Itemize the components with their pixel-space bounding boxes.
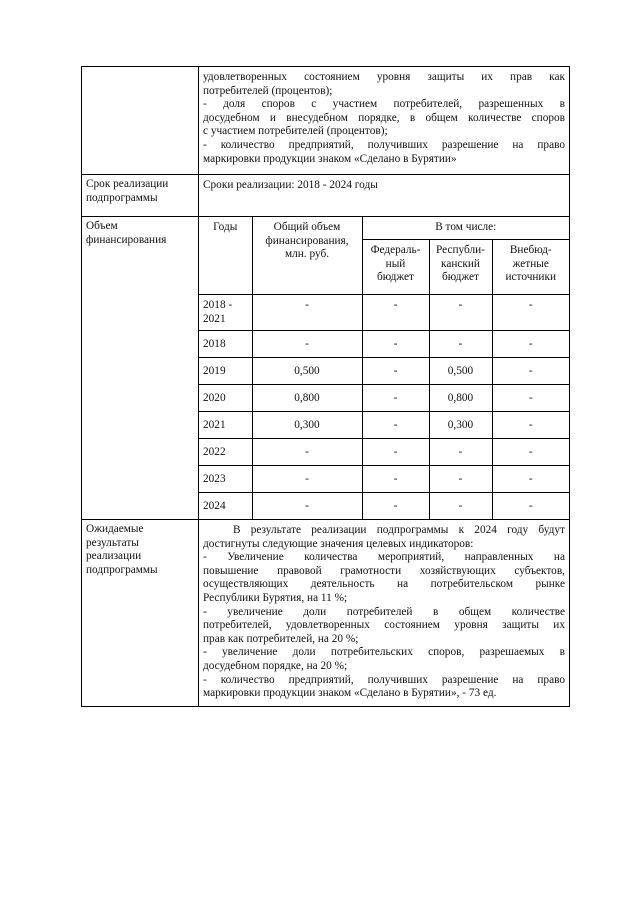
republic-cell — [429, 412, 492, 439]
total-header-line: млн. руб. — [284, 248, 330, 261]
republic-header — [429, 240, 492, 295]
results-label-line: подпрограммы — [86, 563, 158, 576]
total-value: 0,500 — [294, 365, 320, 377]
period-label-cell — [82, 175, 199, 217]
indicator-line: потребителей (процентов); — [203, 84, 333, 97]
total-value: - — [305, 299, 309, 311]
financing-table — [199, 217, 569, 519]
results-line: маркировки продукции знаком «Сделано в Бурятии», - 73 ед. — [203, 687, 497, 700]
financing-label-line: финансирования — [86, 233, 167, 246]
year-value: 2019 — [203, 365, 226, 377]
financing-header-row — [199, 217, 569, 240]
federal-value: - — [393, 500, 398, 512]
year-value: 2021 — [203, 419, 226, 431]
passport-table — [81, 66, 570, 707]
extra-value: - — [528, 473, 533, 485]
results-line: - количество предприятий, получивших разрешение на право — [203, 673, 565, 686]
results-label-line: результаты — [86, 536, 139, 549]
republic-value: - — [458, 338, 463, 350]
results-line: - увеличение доли потребителей в общем количестве — [203, 605, 565, 618]
indicator-line: маркировки продукции знаком «Сделано в Бурятии» — [203, 152, 457, 165]
period-label-line: Срок реализации — [86, 178, 169, 190]
total-cell — [252, 412, 362, 439]
results-line: - увеличение доли потребительских споров, разрешаемых в — [203, 646, 565, 659]
year-cell — [199, 466, 252, 493]
extra-cell — [492, 412, 569, 439]
extra-value: - — [528, 299, 533, 311]
results-line: достигнуты следующие значения целевых индикаторов: — [203, 537, 474, 550]
year-value: 2020 — [203, 392, 226, 404]
results-line: повышение правовой грамотности хозяйствующих субъектов, — [203, 564, 565, 577]
financing-year-row — [199, 295, 569, 331]
results-line: - Увеличение количества мероприятий, направленных на — [203, 551, 565, 564]
period-row — [82, 175, 570, 217]
financing-year-row — [199, 466, 569, 493]
federal-header-line: бюджет — [377, 271, 414, 284]
total-value: - — [305, 338, 309, 350]
financing-year-row — [199, 358, 569, 385]
republic-cell — [429, 439, 492, 466]
extra-header — [492, 240, 569, 295]
year-cell — [199, 412, 252, 439]
results-line: Республики Бурятия, на 11 %; — [203, 591, 348, 604]
federal-cell — [362, 412, 429, 439]
extra-header-line: источники — [505, 271, 557, 284]
results-line: потребителей, удовлетворенных состоянием уровня защиты их — [203, 619, 565, 632]
republic-value: 0,500 — [447, 365, 474, 377]
total-value: - — [305, 446, 309, 458]
extra-value: - — [528, 419, 533, 431]
period-value: Сроки реализации: 2018 - 2024 годы — [203, 179, 378, 191]
total-cell — [252, 331, 362, 358]
federal-value: - — [393, 338, 398, 350]
total-header-line: финансирования, — [265, 234, 349, 247]
indicators-label-cell — [82, 67, 199, 175]
federal-cell — [362, 331, 429, 358]
total-value: - — [305, 500, 309, 512]
total-cell — [252, 358, 362, 385]
results-line: прав как потребителей, на 20 %; — [203, 632, 359, 645]
extra-value: - — [528, 392, 533, 404]
indicator-line: - доля споров с участием потребителей, разрешенных в — [203, 98, 565, 111]
federal-value: - — [393, 365, 398, 377]
year-cell — [199, 493, 252, 520]
including-header — [362, 217, 569, 240]
indicator-line: удовлетворенных состоянием уровня защиты их прав как — [203, 71, 565, 83]
year-cell — [199, 295, 252, 331]
republic-header-line: Республи- — [436, 244, 485, 256]
year-value: 2023 — [203, 473, 226, 485]
total-header-line: Общий объем — [273, 221, 341, 233]
results-line: В результате реализации подпрограммы к 2024 году будут — [233, 524, 565, 536]
extra-value: - — [528, 365, 533, 377]
republic-cell — [429, 331, 492, 358]
republic-cell — [429, 358, 492, 385]
federal-header-line: Федераль- — [370, 244, 421, 256]
financing-year-row — [199, 412, 569, 439]
extra-cell — [492, 385, 569, 412]
extra-cell — [492, 331, 569, 358]
republic-cell — [429, 466, 492, 493]
indicator-line: с участием потребителей (процентов); — [203, 125, 388, 138]
extra-header-line: жетные — [512, 257, 549, 270]
indicators-text-cell — [199, 67, 570, 175]
years-header — [199, 217, 252, 295]
extra-value: - — [528, 338, 533, 350]
federal-header — [362, 240, 429, 295]
financing-year-row — [199, 385, 569, 412]
republic-cell — [429, 493, 492, 520]
year-value: 2018 - 2021 — [203, 299, 233, 325]
total-cell — [252, 439, 362, 466]
financing-year-row — [199, 493, 569, 520]
federal-value: - — [393, 446, 398, 458]
period-value-cell — [199, 175, 570, 217]
year-value: 2024 — [203, 500, 226, 512]
year-cell — [199, 439, 252, 466]
year-value: 2022 — [203, 446, 226, 458]
republic-cell — [429, 385, 492, 412]
extra-header-line: Внебюд- — [509, 244, 552, 256]
republic-header-line: канский — [441, 257, 480, 270]
federal-cell — [362, 358, 429, 385]
federal-value: - — [393, 473, 398, 485]
indicator-line: досудебном и внесудебном порядке, в общем количестве споров — [203, 111, 565, 124]
results-label-line: Ожидаемые — [86, 523, 144, 535]
republic-cell — [429, 295, 492, 331]
total-header — [252, 217, 362, 295]
period-label-line: подпрограммы — [86, 191, 158, 204]
extra-value: - — [528, 446, 533, 458]
republic-value: - — [458, 473, 463, 485]
year-cell — [199, 358, 252, 385]
total-value: 0,800 — [294, 392, 320, 404]
extra-cell — [492, 466, 569, 493]
years-header-text: Годы — [213, 221, 238, 233]
federal-header-line: ный — [385, 257, 406, 270]
republic-value: 0,800 — [447, 392, 474, 404]
total-cell — [252, 295, 362, 331]
total-cell — [252, 385, 362, 412]
federal-cell — [362, 439, 429, 466]
financing-table-cell — [199, 217, 570, 520]
federal-cell — [362, 385, 429, 412]
results-text-cell — [199, 520, 570, 707]
results-line: осуществляющих деятельность на потребительском рынке — [203, 578, 565, 591]
results-label-line: реализации — [86, 550, 142, 563]
extra-cell — [492, 439, 569, 466]
federal-value: - — [393, 299, 398, 311]
financing-row — [82, 217, 570, 520]
extra-cell — [492, 358, 569, 385]
financing-year-row — [199, 439, 569, 466]
federal-cell — [362, 295, 429, 331]
republic-value: - — [458, 299, 463, 311]
extra-cell — [492, 493, 569, 520]
financing-year-row — [199, 331, 569, 358]
federal-cell — [362, 466, 429, 493]
financing-label-line: Объем — [86, 220, 118, 232]
year-cell — [199, 385, 252, 412]
republic-value: 0,300 — [447, 419, 474, 431]
results-row — [82, 520, 570, 707]
year-value: 2018 — [203, 338, 226, 350]
federal-cell — [362, 493, 429, 520]
republic-value: - — [458, 500, 463, 512]
federal-value: - — [393, 392, 398, 404]
extra-value: - — [528, 500, 533, 512]
indicator-line: - количество предприятий, получивших разрешение на право — [203, 138, 565, 151]
extra-cell — [492, 295, 569, 331]
republic-header-line: бюджет — [442, 271, 479, 284]
results-label-cell — [82, 520, 199, 707]
results-line: досудебном порядке, на 20 %; — [203, 659, 348, 672]
year-cell — [199, 331, 252, 358]
republic-value: - — [458, 446, 463, 458]
indicators-row — [82, 67, 570, 175]
passport-table-page — [81, 66, 569, 707]
total-value: 0,300 — [294, 419, 320, 431]
total-cell — [252, 493, 362, 520]
including-header-text: В том числе: — [435, 221, 497, 233]
financing-label-cell — [82, 217, 199, 520]
total-value: - — [305, 473, 309, 485]
federal-value: - — [393, 419, 398, 431]
total-cell — [252, 466, 362, 493]
